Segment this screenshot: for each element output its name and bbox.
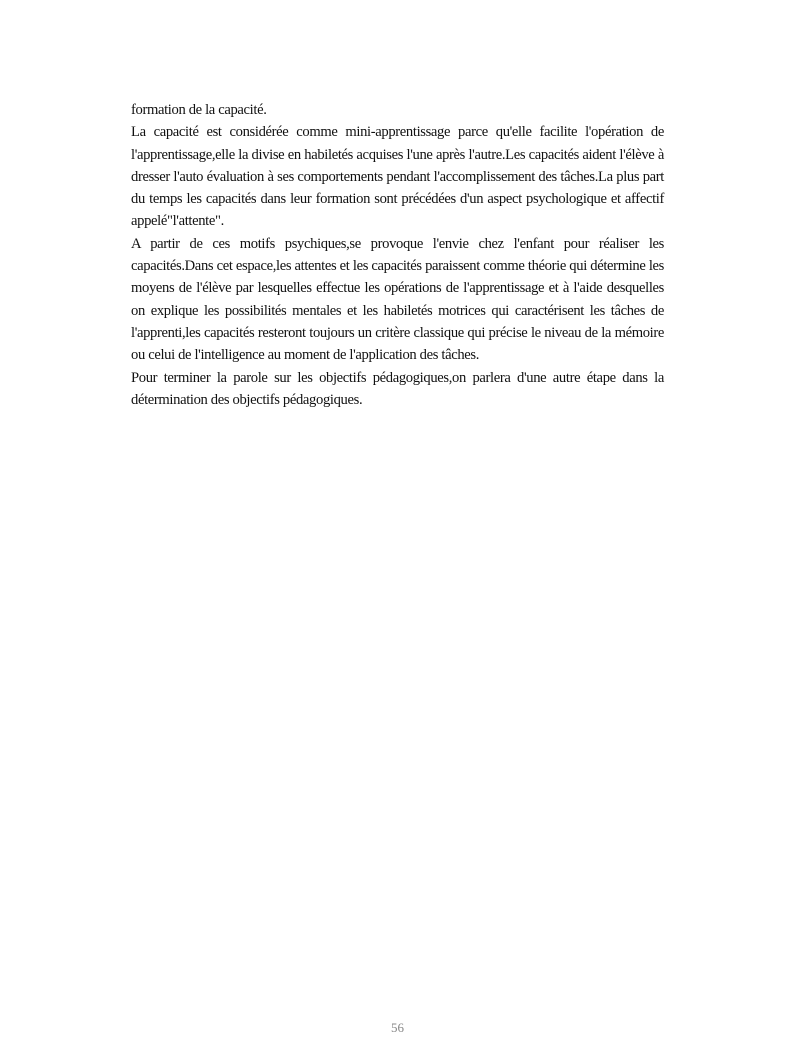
page-body [131, 99, 664, 411]
page-number: 56 [391, 1020, 404, 1035]
paragraph-psychic-motives: A partir de ces motifs psychiques,se provoque l'envie chez l'enfant pour réaliser les capacités.Dans cet espace,les attentes et les capacités paraissent comme théorie qui détermine les moyens de l'élève par lesquelles effectue les opérations de l'apprentissage et à l'aide desquelles on explique les possibilités mentales et les habiletés motrices qui caractérisent les tâches de l'apprenti,les capacités resteront toujours un critère classique qui précise le niveau de la mémoire ou celui de l'intelligence au moment de l'application des tâches. [131, 235, 664, 364]
paragraph-continuation: formation de la capacité. [131, 102, 267, 118]
paragraph-capacity-definition: La capacité est considérée comme mini-apprentissage parce qu'elle facilite l'opération de l'apprentissage,elle la divise en habiletés acquises l'une après l'autre.Les capacités aident l'élève à dresser l'auto évaluation à ses comportements pendant l'accomplissement des tâches.La plus part du temps les capacités dans leur formation sont précédées d'un aspect psychologique et affectif appelé"l'attente". [131, 124, 664, 230]
paragraph-conclusion: Pour terminer la parole sur les objectifs pédagogiques,on parlera d'une autre étape dans la détermination des objectifs pédagogiques. [131, 369, 664, 408]
